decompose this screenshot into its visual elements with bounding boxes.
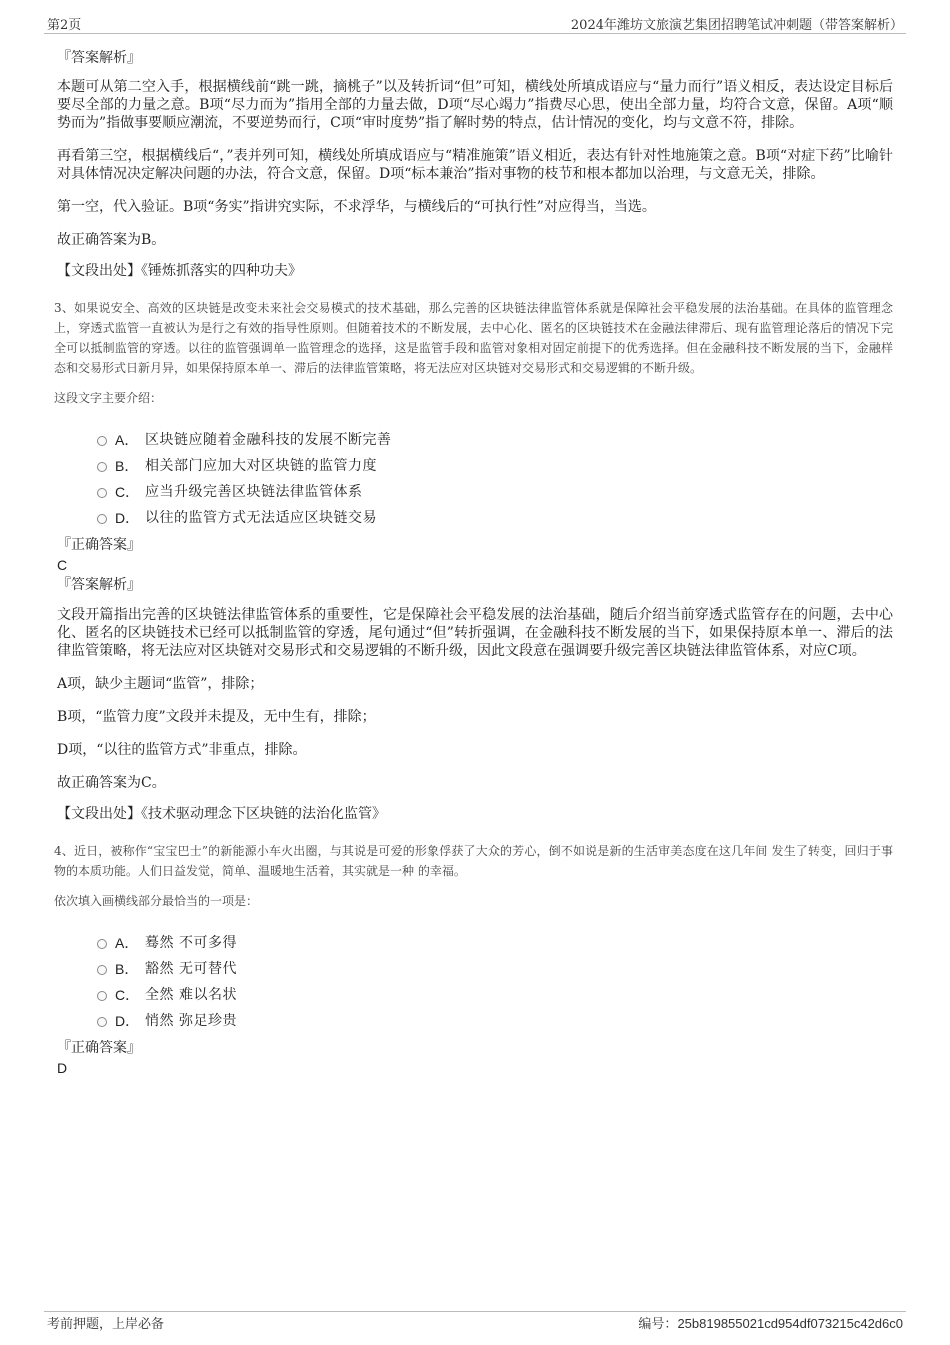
q3-answer-label: 『正确答案』 — [57, 537, 141, 553]
radio-icon[interactable] — [97, 939, 107, 949]
q3-analysis-para-2: A项，缺少主题词“监管”，排除； — [57, 676, 264, 692]
q3-options — [57, 427, 893, 531]
radio-icon[interactable] — [97, 991, 107, 1001]
q4-option-b[interactable]: B． 豁然 无可替代 — [97, 956, 893, 982]
radio-icon[interactable] — [97, 1017, 107, 1027]
q4-option-d[interactable]: D． 悄然 弥足珍贵 — [97, 1008, 893, 1034]
page-content — [54, 48, 893, 1078]
footer-code — [638, 1313, 903, 1332]
q4-option-c[interactable]: C． 全然 难以名状 — [97, 982, 893, 1008]
header-divider — [44, 33, 906, 34]
q3-analysis-para-4: D项，“以往的监管方式”非重点，排除。 — [57, 742, 307, 758]
q3-question-text: 3、如果说安全、高效的区块链是改变未来社会交易模式的技术基础，那么完善的区块链法律监管体系就是保障社会平稳发展的法治基础。在具体的监管理念上，穿透式监管一直被认为是行之有效的指导性原则。但随着技术的不断发展，去中心化、匿名的区块链技术在金融法律滞后、现有监管理论落后的情况下完全可以抵制监管的穿透。以往的监管强调单一监管理念的选择，这是监管手段和监管对象相对固定前提下的优秀选择。但在金融科技不断发展的当下，金融样态和交易形式日新月异，如果保持原本单一、滞后的法律监管策略，将无法应对区块链对交易形式和交易逻辑的不断升级。 — [54, 301, 893, 375]
q4-option-a[interactable]: A． 蓦然 不可多得 — [97, 930, 893, 956]
q3-option-a[interactable]: A． 区块链应随着金融科技的发展不断完善 — [97, 427, 893, 453]
q3-analysis-para-1: 文段开篇指出完善的区块链法律监管体系的重要性，它是保障社会平稳发展的法治基础，随后介绍当前穿透式监管存在的问题，去中心化、匿名的区块链技术已经可以抵制监管的穿透，尾句通过“但”转折强调，在金融科技不断发展的当下，如果保持原本单一、滞后的法律监管策略，将无法应对区块链对交易形式和交易逻辑的不断升级，因此文段意在强调要升级完善区块链法律监管体系，对应C项。 — [57, 607, 893, 659]
q3-conclusion: 故正确答案为C。 — [57, 775, 166, 791]
q2-analysis-para-2: 再看第三空，根据横线后“，”表并列可知，横线处所填成语应与“精准施策”语义相近，表达有针对性地施策之意。B项“对症下药”比喻针对具体情况决定解决问题的办法，符合文意，保留。D项“标本兼治”指对事物的枝节和根本都加以治理，与文意无关，排除。 — [57, 148, 893, 182]
q2-analysis-para-1: 本题可从第二空入手，根据横线前“跳一跳，摘桃子”以及转折词“但”可知，横线处所填成语应与“量力而行”语义相反，表达设定目标后要尽全部的力量之意。B项“尽力而为”指用全部的力量去做，D项“尽心竭力”指费尽心思，使出全部力量，均符合文意，保留。A项“顺势而为”指做事要顺应潮流，不要逆势而行，C项“审时度势”指了解时势的特点，估计情况的变化，均与文意不符，排除。 — [57, 79, 893, 131]
q4-options — [57, 930, 893, 1034]
q3-answer: C — [57, 557, 68, 573]
q3-source: 【文段出处】《技术驱动理念下区块链的法治化监管》 — [57, 806, 386, 822]
q3-option-d[interactable]: D． 以往的监管方式无法适应区块链交易 — [97, 505, 893, 531]
q2-analysis-label: 『答案解析』 — [57, 50, 141, 66]
radio-icon[interactable] — [97, 436, 107, 446]
q4-prompt: 依次填入画横线部分最恰当的一项是： — [54, 894, 259, 908]
q3-analysis-label: 『答案解析』 — [57, 577, 141, 593]
q3-option-b[interactable]: B． 相关部门应加大对区块链的监管力度 — [97, 453, 893, 479]
q4-answer: D — [57, 1060, 68, 1076]
footer-divider — [44, 1311, 906, 1312]
q4-answer-label: 『正确答案』 — [57, 1040, 141, 1056]
q4-question-text: 4、近日，被称作“宝宝巴士”的新能源小车火出圈，与其说是可爱的形象俘获了大众的芳心，倒不如说是新的生活审美态度在这几年间 发生了转变，回归于事物的本质功能。人们日益发觉，简单、温暖地生活着，其实就是一种 的幸福。 — [54, 844, 893, 878]
q2-analysis-para-3: 第一空，代入验证。B项“务实”指讲究实际，不求浮华，与横线后的“可执行性”对应得当，当选。 — [57, 199, 656, 215]
page-number: 第2页 — [47, 18, 82, 33]
footer-code-label: 编号： — [638, 1317, 678, 1332]
document-title: 2024年潍坊文旅演艺集团招聘笔试冲刺题（带答案解析） — [570, 18, 903, 33]
footer-code-value: 25b819855021cd954df073215c42d6c0 — [677, 1316, 903, 1331]
q2-source: 【文段出处】《锤炼抓落实的四种功夫》 — [57, 263, 302, 279]
radio-icon[interactable] — [97, 514, 107, 524]
radio-icon[interactable] — [97, 488, 107, 498]
q3-prompt: 这段文字主要介绍： — [54, 391, 163, 405]
q2-conclusion: 故正确答案为B。 — [57, 232, 166, 248]
footer-slogan: 考前押题，上岸必备 — [47, 1317, 165, 1332]
q3-analysis-para-3: B项，“监管力度”文段并未提及，无中生有，排除； — [57, 709, 376, 725]
radio-icon[interactable] — [97, 462, 107, 472]
q3-option-c[interactable]: C． 应当升级完善区块链法律监管体系 — [97, 479, 893, 505]
radio-icon[interactable] — [97, 965, 107, 975]
